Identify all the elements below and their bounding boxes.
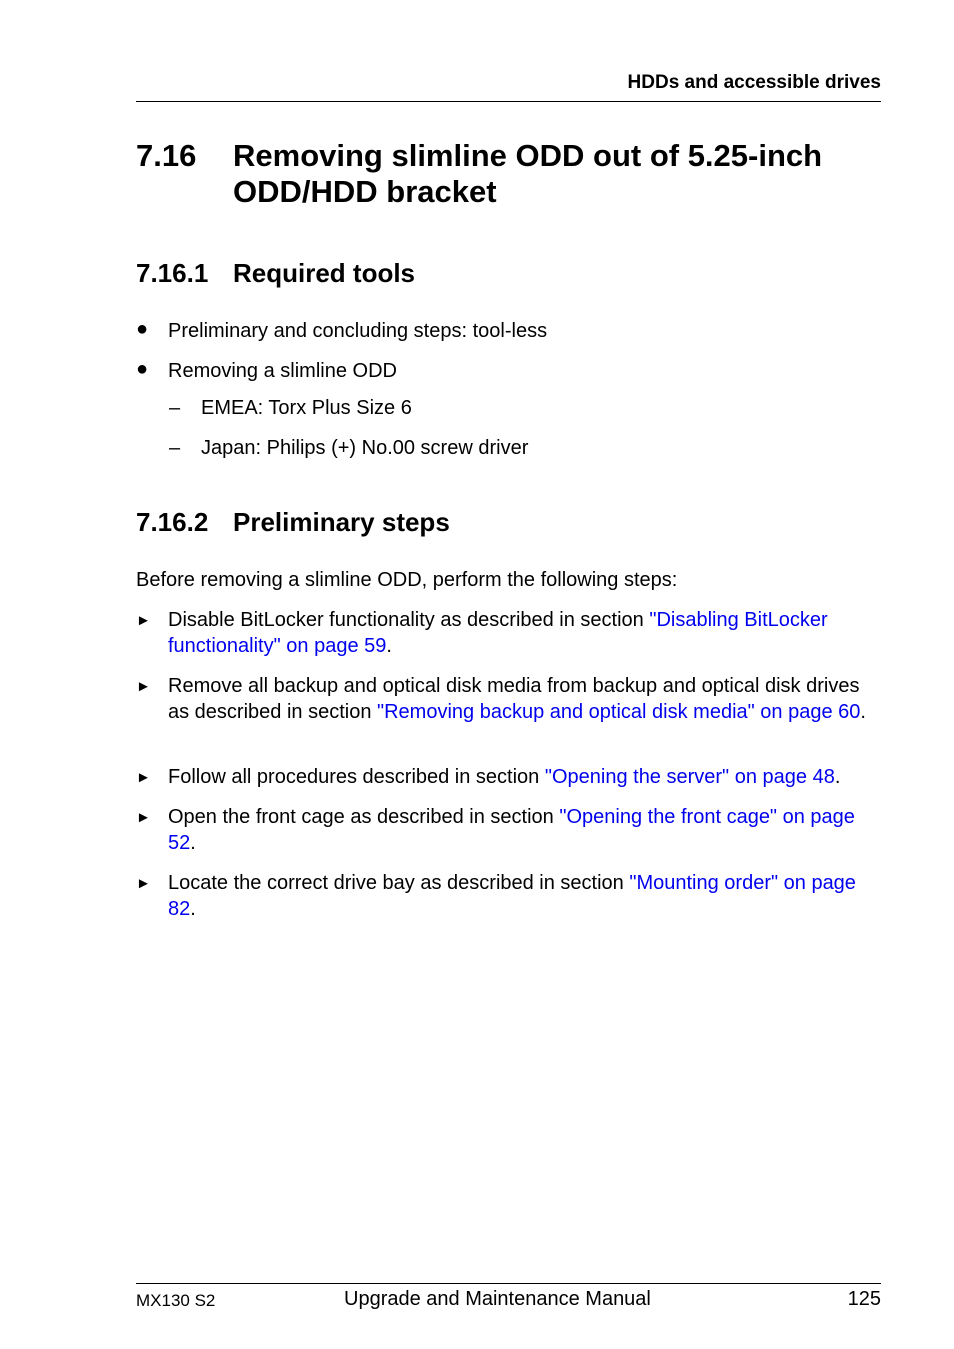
tool-subitem: Japan: Philips (+) No.00 screw driver: [201, 437, 529, 459]
step-link-media[interactable]: "Removing backup and optical disk media" on page 60: [377, 701, 861, 723]
header-rule: [136, 101, 881, 102]
step-link-mounting[interactable]: "Mounting order" on page 82: [168, 872, 856, 920]
tool-item: Preliminary and concluding steps: tool-less: [168, 320, 548, 342]
arrow-bullet-icon: ►: [136, 875, 151, 892]
step-text: Remove all backup and optical disk media from backup and optical disk drives as described in section: [168, 675, 860, 723]
running-header: HDDs and accessible drives: [627, 72, 881, 93]
step-period: .: [190, 832, 196, 854]
step-link-bitlocker[interactable]: "Disabling BitLocker functionality" on page 59: [168, 609, 828, 657]
bullet-icon: ●: [136, 318, 149, 340]
arrow-bullet-icon: ►: [136, 809, 151, 826]
footer-rule: [136, 1283, 881, 1284]
step-item: [168, 764, 880, 790]
page-number: 125: [847, 1288, 881, 1310]
step-period: .: [386, 635, 392, 657]
step-item: [168, 607, 880, 659]
step-item: [168, 673, 880, 725]
intro-paragraph: Before removing a slimline ODD, perform the following steps:: [136, 569, 678, 591]
step-text: Open the front cage as described in section: [168, 806, 560, 828]
arrow-bullet-icon: ►: [136, 678, 151, 695]
dash-icon: –: [169, 397, 181, 419]
step-link-server[interactable]: "Opening the server" on page 48: [544, 766, 835, 788]
bullet-icon: ●: [136, 358, 149, 380]
step-period: .: [190, 898, 196, 920]
footer-model: MX130 S2: [136, 1291, 216, 1310]
step-item: [168, 804, 880, 856]
section-number: 7.16: [136, 138, 197, 173]
step-text: Follow all procedures described in section: [168, 766, 545, 788]
section-title: Removing slimline ODD out of 5.25-inch ODD/HDD bracket: [233, 138, 823, 209]
arrow-bullet-icon: ►: [136, 612, 151, 629]
tool-subitem: EMEA: Torx Plus Size 6: [201, 397, 412, 419]
dash-icon: –: [169, 437, 181, 459]
arrow-bullet-icon: ►: [136, 769, 151, 786]
step-item: [168, 870, 880, 922]
step-text: Disable BitLocker functionality as described in section: [168, 609, 650, 631]
tool-item: Removing a slimline ODD: [168, 360, 397, 382]
step-link-front-cage[interactable]: "Opening the front cage" on page 52: [168, 806, 855, 854]
footer-manual-title: Upgrade and Maintenance Manual: [344, 1288, 651, 1310]
step-period: .: [834, 766, 841, 788]
step-period: .: [860, 701, 866, 723]
subsection-title-tools: Required tools: [233, 258, 416, 288]
subsection-title-prelim: Preliminary steps: [233, 507, 450, 537]
step-text: Locate the correct drive bay as described in section: [168, 872, 630, 894]
subsection-number-tools: 7.16.1: [136, 258, 209, 288]
subsection-number-prelim: 7.16.2: [136, 507, 209, 537]
